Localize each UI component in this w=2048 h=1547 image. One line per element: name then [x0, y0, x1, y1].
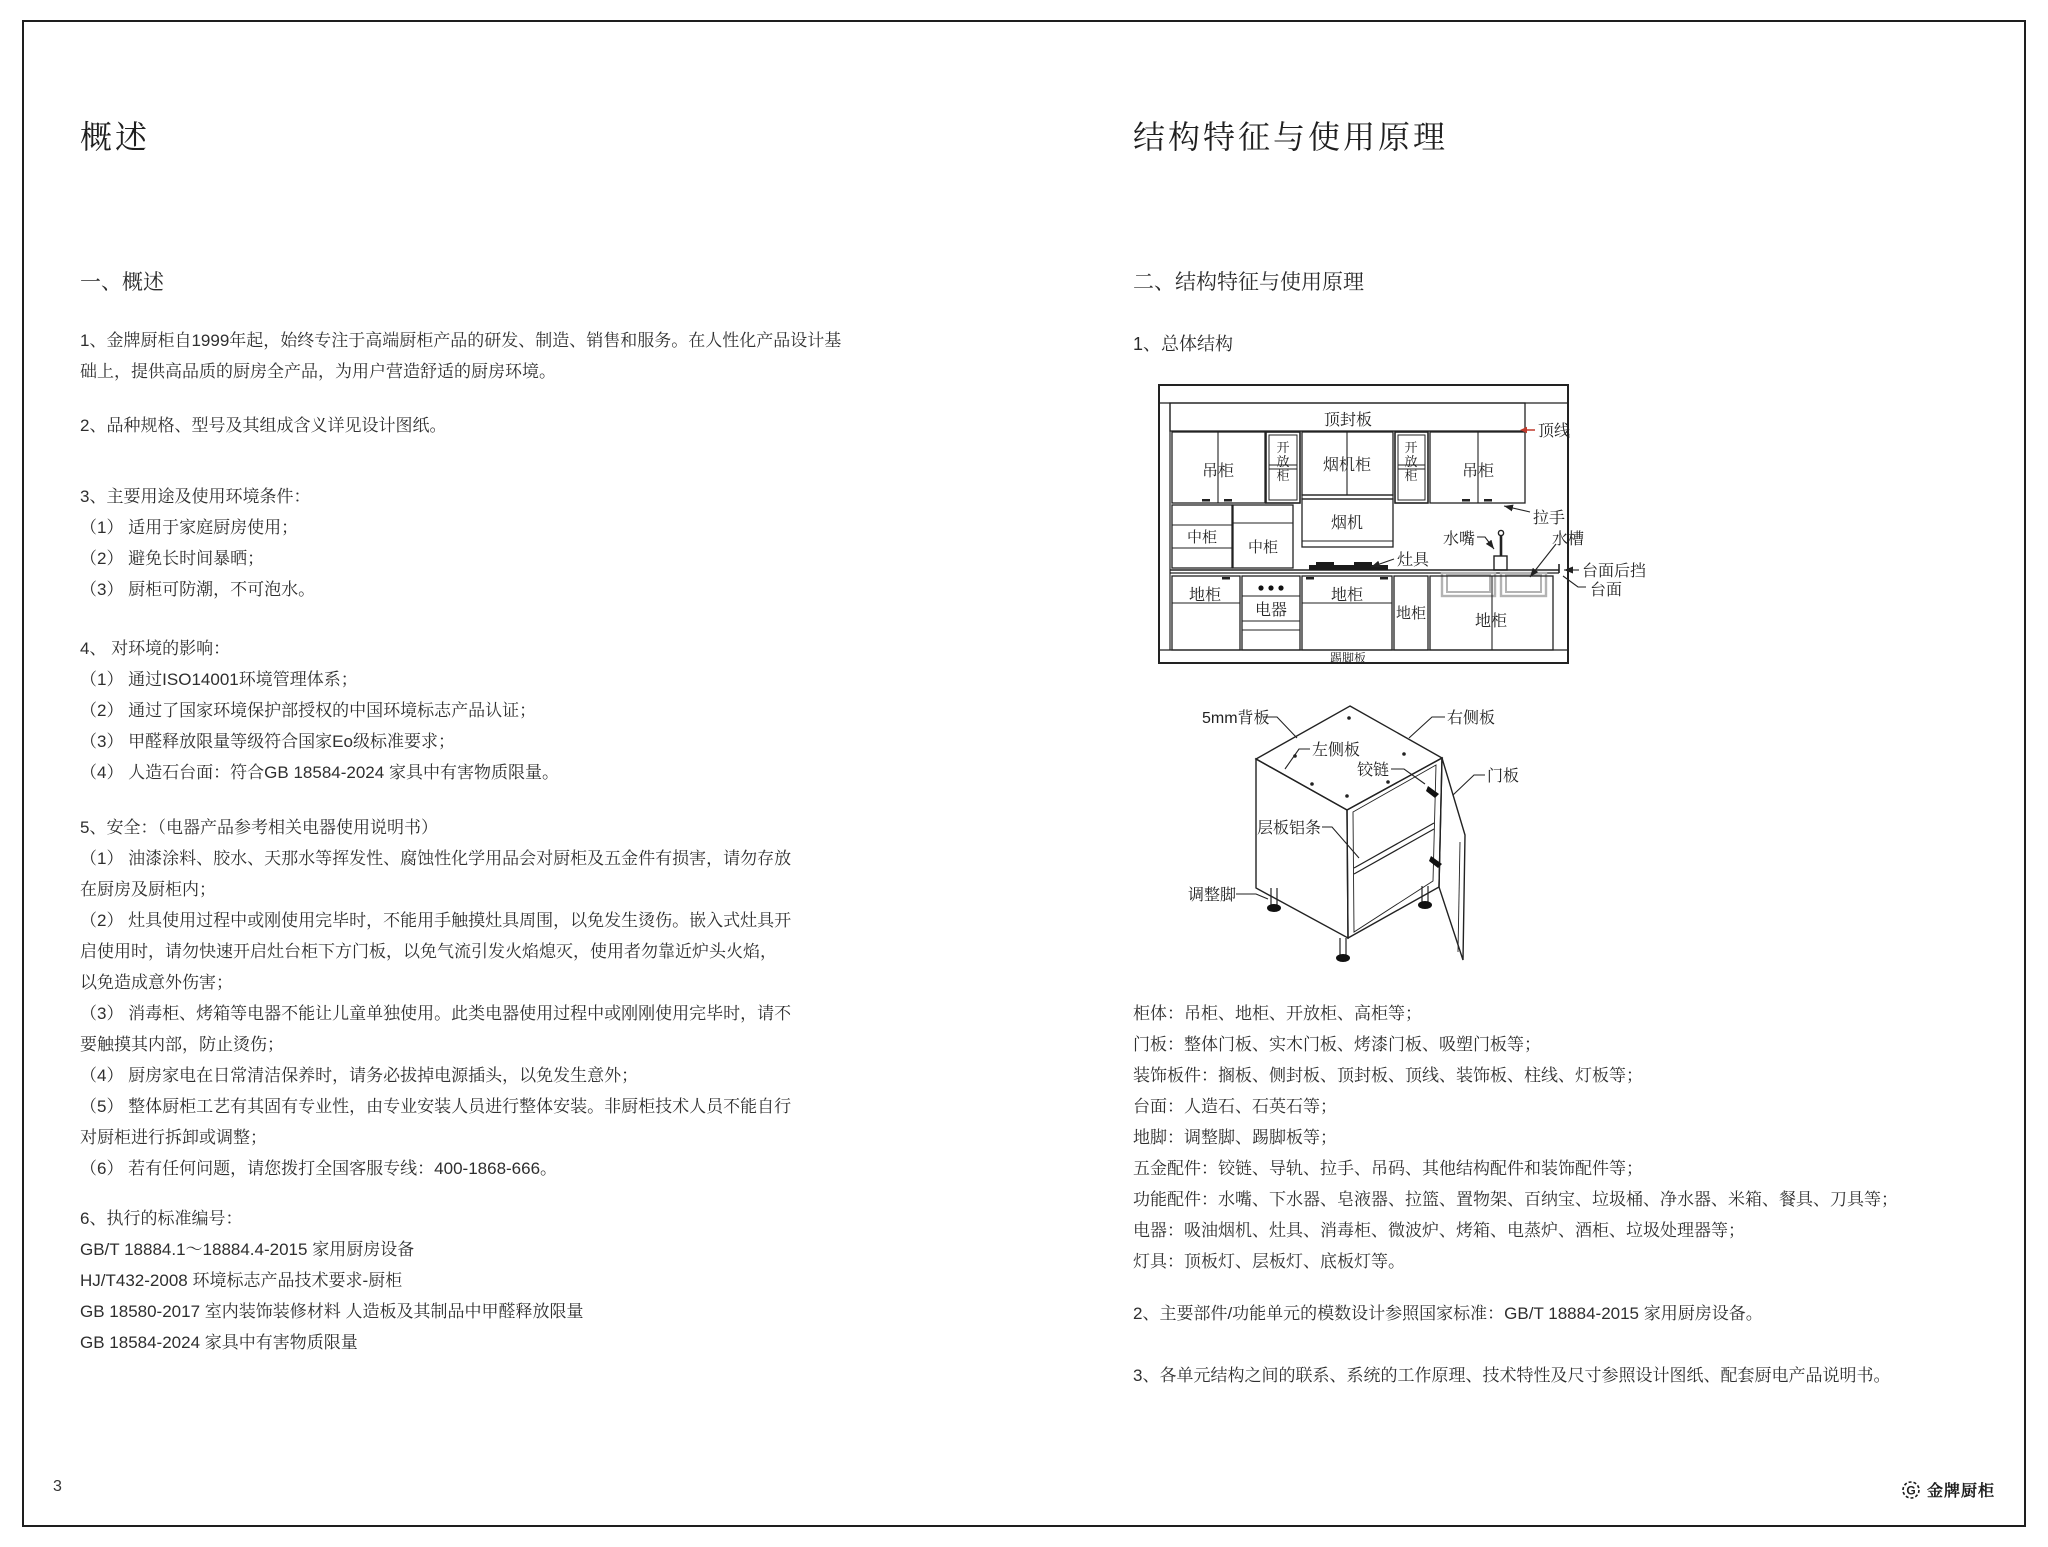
shelf-front-edge — [1354, 823, 1434, 868]
left-paragraph-3 — [80, 481, 315, 605]
text-line: 6、执行的标准编号： — [80, 1209, 243, 1228]
right-panel-label: 右侧板 — [1447, 710, 1496, 727]
text-line: （2） 避免长时间暴晒； — [80, 549, 265, 568]
door-handle-mark — [1202, 499, 1210, 502]
top-line-label: 顶线 — [1538, 423, 1571, 440]
left-page-title: 概述 — [80, 119, 151, 155]
text-line: GB 18580-2017 室内装饰装修材料 人造板及其制品中甲醛释放限量 — [80, 1302, 584, 1321]
text-line: 4、 对环境的影响： — [80, 639, 231, 658]
brand-icon-letter: G — [1906, 1483, 1916, 1497]
open-cabinet-label-char: 开 — [1404, 440, 1418, 455]
left-section-heading: 一、概述 — [80, 271, 164, 294]
kitchen-elevation-diagram — [1158, 384, 1652, 666]
text-line: （1） 油漆涂料、胶水、天那水等挥发性、腐蚀性化学用品会对厨柜及五金件有损害，请勿存放 — [80, 849, 792, 868]
open-cabinet-label-char: 开 — [1276, 440, 1290, 455]
counter-back-label: 台面后挡 — [1582, 563, 1647, 580]
component-line: 门板：整体门板、实木门板、烤漆门板、吸塑门板等； — [1133, 1035, 1541, 1054]
base-cabinet-label: 地柜 — [1395, 605, 1427, 622]
text-line: 启使用时，请勿快速开启灶台柜下方门板，以免气流引发火焰熄灭，使用者勿靠近炉头火焰， — [80, 942, 777, 961]
door-handle-mark — [1222, 577, 1230, 580]
left-paragraph-2 — [80, 410, 446, 441]
text-line: （4） 人造石台面：符合GB 18584-2024 家具中有害物质限量。 — [80, 763, 559, 782]
text-line: （3） 厨柜可防潮，不可泡水。 — [80, 580, 316, 599]
component-list — [1133, 998, 1898, 1277]
left-panel-label: 左侧板 — [1312, 742, 1361, 759]
text-line: HJ/T432-2008 环境标志产品技术要求-厨柜 — [80, 1271, 403, 1290]
component-line: 灯具：顶板灯、层板灯、底板灯等。 — [1133, 1252, 1405, 1271]
text-line: （4） 厨房家电在日常清洁保养时，请务必拔掉电源插头，以免发生意外； — [80, 1066, 639, 1085]
text-line: GB 18584-2024 家具中有害物质限量 — [80, 1333, 358, 1352]
door-handle-mark — [1306, 577, 1314, 580]
left-paragraph-4 — [80, 633, 559, 788]
text-line: （5） 整体厨柜工艺有其固有专业性，由专业安装人员进行整体安装。非厨柜技术人员不能自行 — [80, 1097, 792, 1116]
door-handle-mark — [1462, 499, 1470, 502]
cabinet-structure-diagram — [1150, 690, 1650, 1010]
left-paragraph-1 — [80, 325, 841, 387]
sink-label: 水槽 — [1552, 531, 1585, 548]
counter-label: 台面 — [1590, 582, 1623, 599]
base-cabinet-label: 地柜 — [1474, 613, 1508, 630]
right-paragraph-3: 3、各单元结构之间的联系、系统的工作原理、技术特性及尺寸参照设计图纸、配套厨电产品说明书。 — [1133, 1366, 1891, 1385]
text-line: 2、品种规格、型号及其组成含义详见设计图纸。 — [80, 416, 447, 435]
callout-faucet — [1443, 530, 1494, 549]
open-cabinet-label-char: 柜 — [1276, 468, 1290, 483]
component-line: 五金配件：铰链、导轨、拉手、吊码、其他结构配件和装饰配件等； — [1133, 1159, 1643, 1178]
door-handle-mark — [1224, 499, 1232, 502]
text-line: GB/T 18884.1～18884.4-2015 家用厨房设备 — [80, 1240, 415, 1259]
text-line: 础上，提供高品质的厨房全产品，为用户营造舒适的厨房环境。 — [80, 362, 556, 381]
text-line: 5、安全：（电器产品参考相关电器使用说明书） — [80, 818, 438, 837]
callout-counter-back — [1564, 562, 1646, 580]
kickboard-label: 踢脚板 — [1329, 651, 1367, 665]
component-line: 地脚：调整脚、踢脚板等； — [1133, 1128, 1337, 1147]
text-line: 以免造成意外伤害； — [80, 973, 233, 992]
appliance-label: 电器 — [1254, 602, 1288, 619]
text-line: （3） 甲醛释放限量等级符合国家Eo级标准要求； — [80, 732, 455, 751]
component-line: 台面：人造石、石英石等； — [1133, 1097, 1337, 1116]
faucet-label: 水嘴 — [1443, 531, 1476, 548]
door-label: 门板 — [1487, 768, 1520, 785]
wall-cabinet-left-label: 吊柜 — [1201, 463, 1235, 480]
component-line: 装饰板件：搁板、侧封板、顶封板、顶线、装饰板、柱线、灯板等； — [1133, 1066, 1643, 1085]
open-cabinet-label-char: 放 — [1276, 454, 1290, 469]
back-panel-label: 5mm背板 — [1202, 710, 1270, 727]
text-line: （2） 通过了国家环境保护部授权的中国环境标志产品认证； — [80, 701, 537, 720]
text-line: 在厨房及厨柜内； — [80, 880, 216, 899]
right-paragraph-2: 2、主要部件/功能单元的模数设计参照国家标准：GB/T 18884-2015 家用厨房设备。 — [1133, 1304, 1763, 1323]
door-handle-mark — [1484, 499, 1492, 502]
brand-name: 金牌厨柜 — [1927, 1483, 1996, 1500]
hood-cabinet-label: 烟机柜 — [1322, 457, 1372, 474]
text-line: （2） 灶具使用过程中或刚使用完毕时，不能用手触摸灶具周围，以免发生烫伤。嵌入式灶具开 — [80, 911, 792, 930]
cabinet-opening — [1347, 758, 1442, 938]
base-cabinet-label: 地柜 — [1330, 587, 1364, 604]
hinge-top — [1426, 786, 1439, 798]
right-section-heading: 二、结构特征与使用原理 — [1133, 271, 1364, 294]
open-cabinet-label-char: 放 — [1404, 454, 1418, 469]
component-line: 电器：吸油烟机、灶具、消毒柜、微波炉、烤箱、电蒸炉、酒柜、垃圾处理器等； — [1133, 1221, 1745, 1240]
left-paragraph-6 — [80, 1203, 583, 1358]
mid-cabinet-left-label: 中柜 — [1186, 529, 1218, 546]
top-seal-label: 顶封板 — [1323, 412, 1373, 429]
handle-label: 拉手 — [1533, 510, 1566, 527]
text-line: 3、主要用途及使用环境条件： — [80, 487, 311, 506]
leader-right-panel — [1409, 717, 1445, 738]
text-line: 要触摸其内部，防止烫伤； — [80, 1035, 284, 1054]
text-line: （3） 消毒柜、烤箱等电器不能让儿童单独使用。此类电器使用过程中或刚刚使用完毕时，请不 — [80, 1004, 792, 1023]
callout-handle — [1504, 506, 1565, 527]
cooktop-label: 灶具 — [1397, 552, 1430, 569]
text-line: 对厨柜进行拆卸或调整； — [80, 1128, 267, 1147]
adjust-feet-label: 调整脚 — [1188, 887, 1237, 904]
text-line: （1） 适用于家庭厨房使用； — [80, 518, 299, 537]
text-line: （1） 通过ISO14001环境管理体系； — [80, 670, 358, 689]
mid-cabinet-right-label: 中柜 — [1247, 539, 1279, 556]
hinge-label: 铰链 — [1357, 762, 1390, 779]
brand-logo — [1901, 1478, 1995, 1501]
wall-cabinet-right-label: 吊柜 — [1461, 463, 1495, 480]
right-page-title: 结构特征与使用原理 — [1133, 119, 1449, 155]
range-hood-label: 烟机 — [1330, 515, 1364, 532]
text-line: 1、金牌厨柜自1999年起，始终专注于高端厨柜产品的研发、制造、销售和服务。在人性化产品设计基 — [80, 331, 842, 350]
leader-left-panel — [1285, 749, 1310, 769]
left-paragraph-5 — [80, 812, 791, 1184]
component-line: 柜体：吊柜、地柜、开放柜、高柜等； — [1133, 1004, 1422, 1023]
leader-door — [1453, 775, 1485, 795]
leader-adjust-feet — [1236, 894, 1268, 899]
page-number: 3 — [53, 1478, 62, 1495]
right-sub-heading: 1、总体结构 — [1133, 334, 1234, 354]
door-panel-shape — [1439, 758, 1465, 960]
faucet — [1494, 530, 1507, 570]
base-cabinet-label: 地柜 — [1188, 587, 1222, 604]
brand-g-icon — [1901, 1480, 1921, 1500]
text-line: （6） 若有任何问题，请您拨打全国客服专线：400-1868-666。 — [80, 1159, 558, 1178]
component-line: 功能配件：水嘴、下水器、皂液器、拉篮、置物架、百纳宝、垃圾桶、净水器、米箱、餐具、刀具等； — [1133, 1190, 1898, 1209]
callout-top-line — [1520, 422, 1570, 440]
shelf-strip-label: 层板铝条 — [1257, 820, 1322, 837]
open-cabinet-label-char: 柜 — [1404, 468, 1418, 483]
door-handle-mark — [1380, 577, 1388, 580]
mid-cabinet-right — [1233, 505, 1293, 568]
